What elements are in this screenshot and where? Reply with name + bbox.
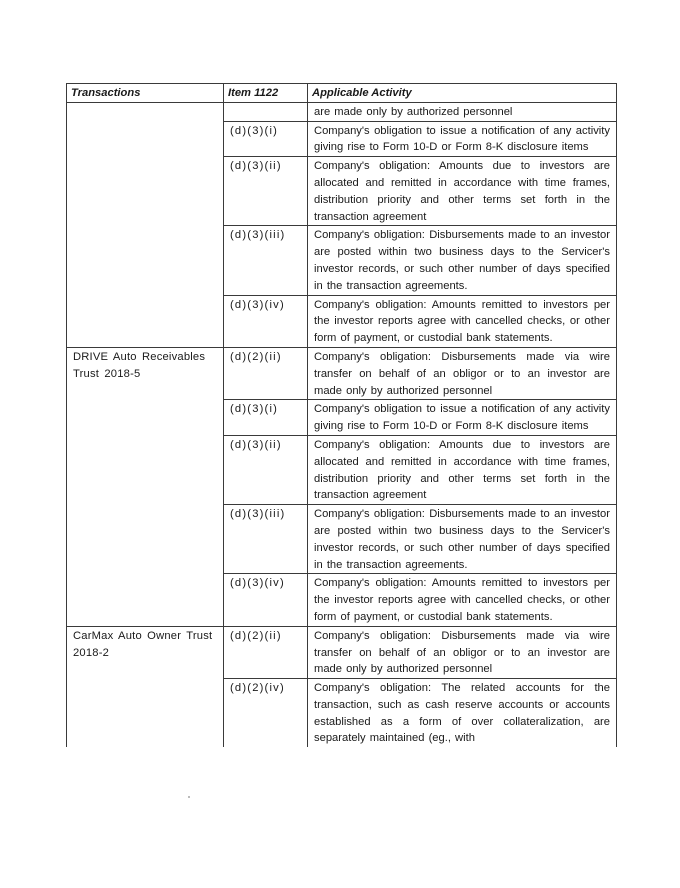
activity-cell: Company's obligation: Amounts remitted to investors per the investor reports agree with cancelled checks, or other form of payment, or custodial bank statements. bbox=[308, 295, 617, 347]
item-cell: (d)(2)(ii) bbox=[224, 347, 308, 399]
table-row bbox=[67, 574, 617, 626]
activity-cell: Company's obligation to issue a notification of any activity giving rise to Form 10-D or Form 8-K disclosure items bbox=[308, 400, 617, 436]
item-cell: (d)(2)(ii) bbox=[224, 626, 308, 678]
table-row bbox=[67, 679, 617, 748]
servicing-criteria-table bbox=[66, 83, 617, 747]
table-header-row bbox=[67, 84, 617, 103]
activity-cell: Company's obligation: Disbursements made to an investor are posted within two business days to the Servicer's investor records, or such other number of days specified in the transaction agreements. bbox=[308, 505, 617, 574]
table-row bbox=[67, 102, 617, 121]
activity-cell: Company's obligation: Disbursements made to an investor are posted within two business days to the Servicer's investor records, or such other number of days specified in the transaction agreements. bbox=[308, 226, 617, 295]
table-row bbox=[67, 121, 617, 157]
activity-cell: Company's obligation to issue a notification of any activity giving rise to Form 10-D or Form 8-K disclosure items bbox=[308, 121, 617, 157]
transaction-cell: DRIVE Auto Receivables Trust 2018-5 bbox=[67, 347, 224, 399]
item-cell: (d)(3)(i) bbox=[224, 121, 308, 157]
transaction-cell bbox=[67, 295, 224, 347]
header-item: Item 1122 bbox=[224, 84, 308, 103]
transaction-cell bbox=[67, 226, 224, 295]
item-cell: (d)(2)(iv) bbox=[224, 679, 308, 748]
transaction-cell bbox=[67, 679, 224, 748]
activity-cell: are made only by authorized personnel bbox=[308, 102, 617, 121]
item-cell: (d)(3)(iii) bbox=[224, 226, 308, 295]
activity-cell: Company's obligation: Disbursements made via wire transfer on behalf of an obligor or to an investor are made only by authorized personnel bbox=[308, 626, 617, 678]
activity-cell: Company's obligation: The related accounts for the transaction, such as cash reserve accounts or accounts established as a form of over collateralization, are separately maintained (eg., with bbox=[308, 679, 617, 748]
table-row bbox=[67, 505, 617, 574]
activity-cell: Company's obligation: Amounts due to investors are allocated and remitted in accordance with time frames, distribution priority and other terms set forth in the transaction agreement bbox=[308, 435, 617, 504]
transaction-cell bbox=[67, 102, 224, 121]
table-row bbox=[67, 400, 617, 436]
item-cell: (d)(3)(ii) bbox=[224, 157, 308, 226]
item-cell: (d)(3)(i) bbox=[224, 400, 308, 436]
item-cell: (d)(3)(ii) bbox=[224, 435, 308, 504]
header-transactions: Transactions bbox=[67, 84, 224, 103]
transaction-cell bbox=[67, 400, 224, 436]
table-row bbox=[67, 347, 617, 399]
table-row bbox=[67, 157, 617, 226]
table-row bbox=[67, 435, 617, 504]
transaction-cell bbox=[67, 121, 224, 157]
transaction-cell: CarMax Auto Owner Trust 2018-2 bbox=[67, 626, 224, 678]
transaction-cell bbox=[67, 505, 224, 574]
activity-cell: Company's obligation: Disbursements made via wire transfer on behalf of an obligor or to an investor are made only by authorized personnel bbox=[308, 347, 617, 399]
item-cell bbox=[224, 102, 308, 121]
activity-cell: Company's obligation: Amounts due to investors are allocated and remitted in accordance with time frames, distribution priority and other terms set forth in the transaction agreement bbox=[308, 157, 617, 226]
scan-speck bbox=[188, 796, 190, 798]
table-row bbox=[67, 295, 617, 347]
table-row bbox=[67, 226, 617, 295]
item-cell: (d)(3)(iv) bbox=[224, 295, 308, 347]
table-row bbox=[67, 626, 617, 678]
activity-cell: Company's obligation: Amounts remitted to investors per the investor reports agree with cancelled checks, or other form of payment, or custodial bank statements. bbox=[308, 574, 617, 626]
transaction-cell bbox=[67, 435, 224, 504]
document-page bbox=[66, 83, 616, 747]
item-cell: (d)(3)(iii) bbox=[224, 505, 308, 574]
transaction-cell bbox=[67, 157, 224, 226]
transaction-cell bbox=[67, 574, 224, 626]
header-applicable-activity: Applicable Activity bbox=[308, 84, 617, 103]
item-cell: (d)(3)(iv) bbox=[224, 574, 308, 626]
